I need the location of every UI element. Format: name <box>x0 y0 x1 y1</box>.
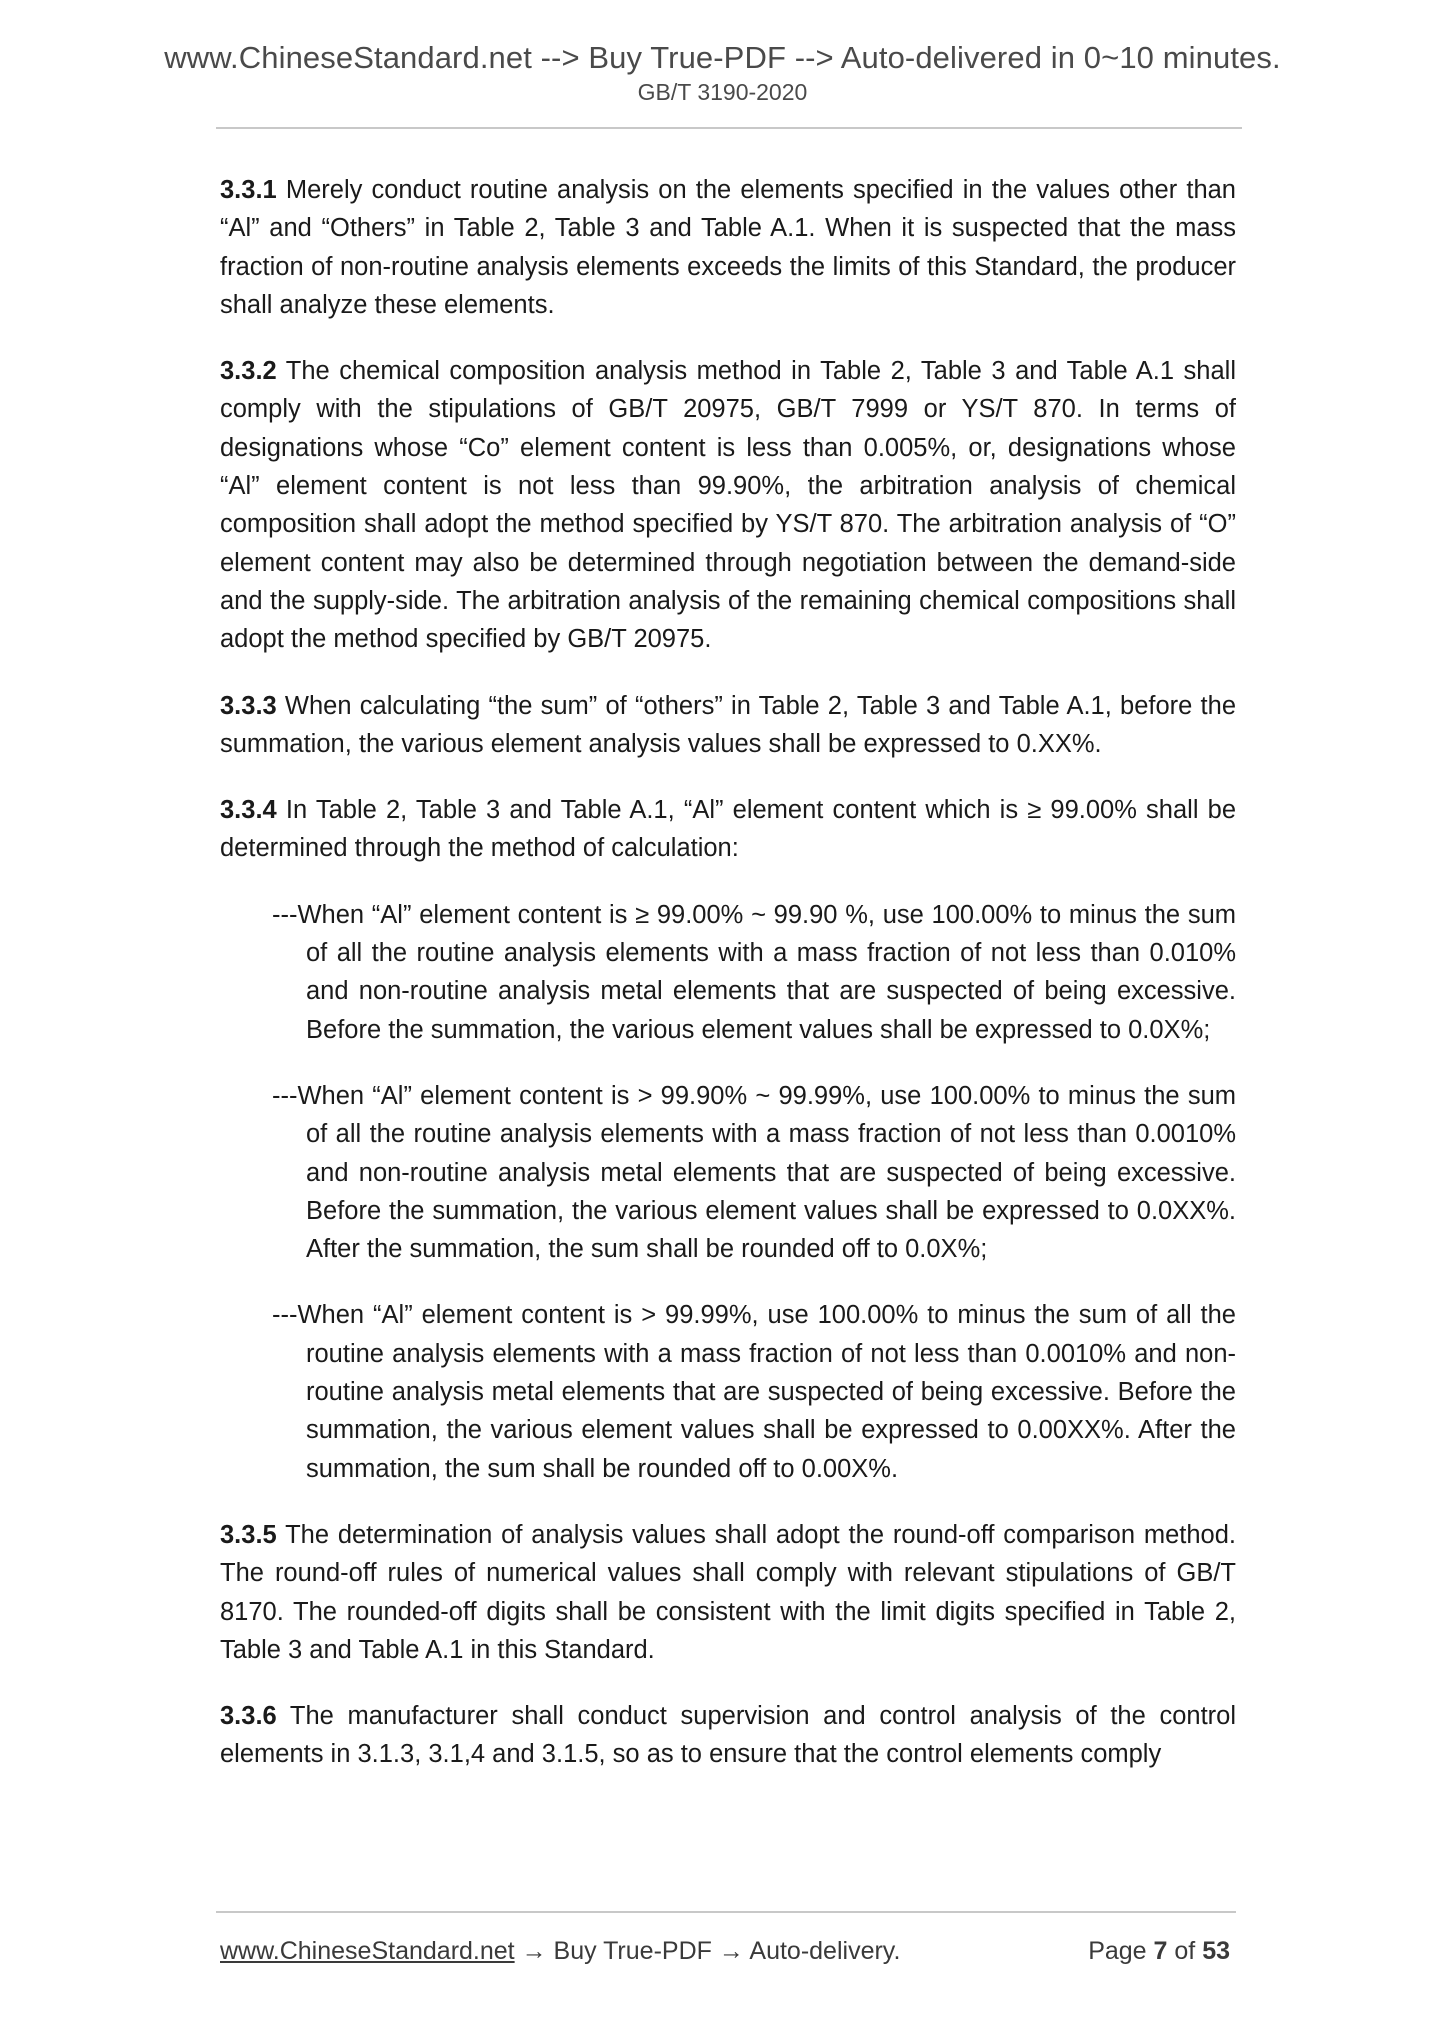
clause-number: 3.3.4 <box>220 796 277 825</box>
page-body <box>220 171 1236 1802</box>
clause-3-3-4 <box>220 791 1236 868</box>
clause-3-3-2 <box>220 352 1236 658</box>
clause-3-3-1 <box>220 171 1236 324</box>
of-word: of <box>1167 1937 1203 1965</box>
clause-text: When calculating “the sum” of “others” in Table 2, Table 3 and Table A.1, before the summation, the various element analysis values shall be expressed to 0.XX%. <box>220 691 1236 758</box>
list-item-al-99-90: ---When “Al” element content is > 99.90% ~ 99.99%, use 100.00% to minus the sum of all the routine analysis elements with a mass fraction of not less than 0.0010% and non-routine analysis metal elements that are suspected of being excessive. Before the summation, the various element values shall be expressed to 0.0XX%. After the summation, the sum shall be rounded off to 0.0X%; <box>272 1081 1236 1264</box>
clause-text: In Table 2, Table 3 and Table A.1, “Al” element content which is ≥ 99.00% shall be determined through the method of calculation: <box>220 796 1236 863</box>
clause-number: 3.3.3 <box>220 691 277 720</box>
footer-promo <box>220 1936 900 1966</box>
clause-3-3-3 <box>220 687 1236 764</box>
footer-site-link[interactable]: www.ChineseStandard.net <box>220 1937 515 1965</box>
header-divider <box>216 127 1242 129</box>
clause-number: 3.3.1 <box>220 176 277 204</box>
footer-divider <box>216 1911 1236 1913</box>
clause-3-3-5 <box>220 1516 1236 1669</box>
clause-text: Merely conduct routine analysis on the elements specified in the values other than “Al” and “Others” in Table 2, Table 3 and Table A.1. When it is suspected that the mass fraction of non-routine analysis elements exceeds the limits of this Standard, the producer shall analyze these elements. <box>220 176 1236 319</box>
document-code: GB/T 3190-2020 <box>637 79 808 105</box>
clause-text: The determination of analysis values shall adopt the round-off comparison method. The round-off rules of numerical values shall comply with relevant stipulations of GB/T 8170. The rounded-off digits shall be consistent with the limit digits specified in Table 2, Table 3 and Table A.1 in this Standard. <box>220 1520 1236 1664</box>
site-banner: www.ChineseStandard.net --> Buy True-PDF --> Auto-delivered in 0~10 minutes. <box>164 40 1281 75</box>
page-indicator <box>1088 1936 1230 1966</box>
clause-3-3-6 <box>220 1697 1236 1774</box>
clause-text: The chemical composition analysis method in Table 2, Table 3 and Table A.1 shall comply with the stipulations of GB/T 20975, GB/T 7999 or YS/T 870. In terms of designations whose “Co” element content is less than 0.005%, or, designations whose “Al” element content is not less than 99.90%, the arbitration analysis of chemical composition shall adopt the method specified by YS/T 870. The arbitration analysis of “O” element content may also be determined through negotiation between the demand-side and the supply-side. The arbitration analysis of the remaining chemical compositions shall adopt the method specified by GB/T 20975. <box>220 357 1236 654</box>
page-word: Page <box>1088 1937 1154 1965</box>
page-number: 7 <box>1153 1937 1168 1965</box>
footer-tagline: → Buy True-PDF → Auto-delivery. <box>514 1937 901 1965</box>
clause-text: The manufacturer shall conduct supervision and control analysis of the control elements in 3.1.3, 3.1,4 and 3.1.5, so as to ensure that the control elements comply <box>220 1702 1236 1769</box>
clause-number: 3.3.5 <box>220 1520 277 1549</box>
clause-number: 3.3.6 <box>220 1702 277 1731</box>
total-pages: 53 <box>1202 1937 1230 1965</box>
list-item-al-99-99: ---When “Al” element content is > 99.99%, use 100.00% to minus the sum of all the routine analysis elements with a mass fraction of not less than 0.0010% and non-routine analysis metal elements that are suspected of being excessive. Before the summation, the various element values shall be expressed to 0.00XX%. After the summation, the sum shall be rounded off to 0.00X%. <box>272 1301 1236 1483</box>
clause-number: 3.3.2 <box>220 357 277 386</box>
list-item-al-99-00: ---When “Al” element content is ≥ 99.00% ~ 99.90 %, use 100.00% to minus the sum of all the routine analysis elements with a mass fraction of not less than 0.010% and non-routine analysis metal elements that are suspected of being excessive. Before the summation, the various element values shall be expressed to 0.0X%; <box>272 900 1236 1044</box>
